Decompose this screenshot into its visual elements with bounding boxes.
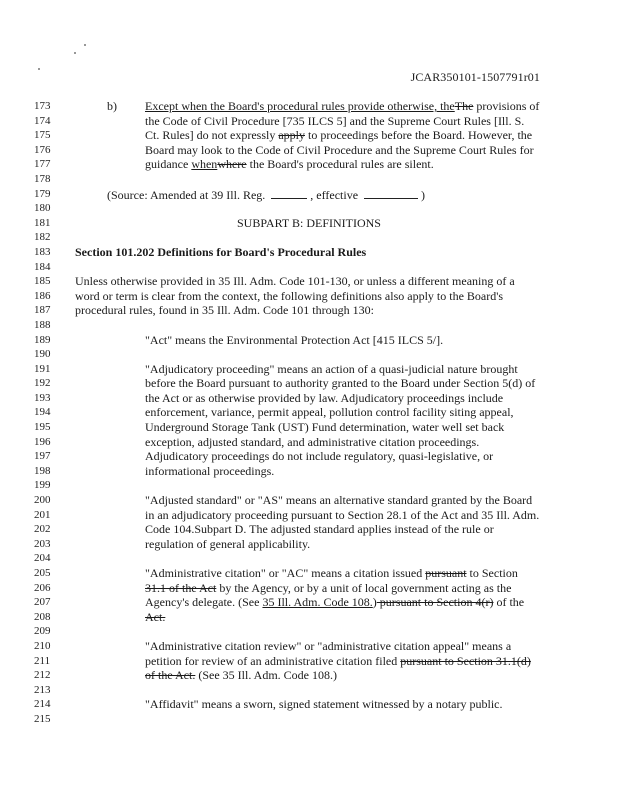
text: (See 35 Ill. Adm. Code 108.) xyxy=(195,668,337,683)
line-190 xyxy=(0,347,618,362)
line-189 xyxy=(0,333,618,348)
line-173 xyxy=(0,99,618,114)
line-text: informational proceedings. xyxy=(145,463,275,478)
line-number: 213 xyxy=(34,683,51,696)
line-number: 205 xyxy=(34,567,51,579)
line-number: 182 xyxy=(34,231,51,244)
definition-administrative-citation xyxy=(145,566,518,581)
definition-administrative-citation-review: "Administrative citation review" or "administrative citation appeal" means a xyxy=(145,638,512,653)
line-number: 207 xyxy=(34,596,51,609)
line-number: 203 xyxy=(34,537,51,550)
line-number: 184 xyxy=(34,260,51,273)
line-203 xyxy=(0,537,618,552)
definition-adjusted-standard: "Adjusted standard" or "AS" means an alternative standard granted by the Board xyxy=(145,493,533,508)
line-number: 174 xyxy=(34,114,51,127)
text: Ct. Rules] do not expressly xyxy=(145,128,279,143)
line-210 xyxy=(0,639,618,654)
line-194 xyxy=(0,405,618,420)
struck-text: of the Act. xyxy=(145,668,196,683)
text: guidance xyxy=(145,157,192,172)
text: petition for review of an administrative citation filed xyxy=(145,653,401,668)
line-number: 200 xyxy=(34,494,51,507)
line-number: 209 xyxy=(34,625,51,638)
line-181 xyxy=(0,216,618,231)
line-number: 211 xyxy=(34,654,51,667)
line-number: 185 xyxy=(34,275,51,288)
line-198 xyxy=(0,464,618,479)
line-191 xyxy=(0,362,618,377)
section-heading: Section 101.202 Definitions for Board's Procedural Rules xyxy=(75,244,367,259)
line-number: 201 xyxy=(34,508,51,521)
line-188 xyxy=(0,318,618,333)
line-number: 179 xyxy=(34,187,51,200)
line-text: in an adjudicatory proceeding pursuant to Section 28.1 of the Act and 35 Ill. Adm. xyxy=(145,507,540,522)
line-number: 206 xyxy=(34,581,51,594)
line-211 xyxy=(0,654,618,669)
line-number: 177 xyxy=(34,158,51,171)
line-number: 188 xyxy=(34,318,51,331)
text: "Administrative citation" or "AC" means a citation issued xyxy=(145,566,426,580)
line-209 xyxy=(0,624,618,639)
text: (Source: Amended at 39 Ill. Reg. xyxy=(107,187,269,202)
document-header-id: JCAR350101-1507791r01 xyxy=(410,70,540,84)
blank-field xyxy=(364,187,418,199)
line-196 xyxy=(0,435,618,450)
line-text: Underground Storage Tank (UST) Fund determination, water well set back xyxy=(145,420,505,435)
subpart-heading: SUBPART B: DEFINITIONS xyxy=(237,215,381,230)
line-number: 197 xyxy=(34,450,51,463)
line-number: 186 xyxy=(34,289,51,302)
line-number: 180 xyxy=(34,202,51,215)
line-number: 183 xyxy=(34,245,51,258)
line-number: 193 xyxy=(34,391,51,404)
text: provisions of xyxy=(473,99,540,113)
line-214 xyxy=(0,697,618,712)
line-text: the Code of Civil Procedure [735 ILCS 5] and the Supreme Court Rules [Ill. S. xyxy=(145,113,525,128)
text: of the xyxy=(493,595,525,610)
inserted-text: 35 Ill. Adm. Code 108. xyxy=(262,595,373,610)
item-marker: b) xyxy=(107,99,117,113)
text: Agency's delegate. (See xyxy=(145,595,263,610)
line-text: Unless otherwise provided in 35 Ill. Adm. Code 101-130, or unless a different meaning of a xyxy=(75,274,515,289)
line-number: 189 xyxy=(34,333,51,346)
line-text: Adjudicatory proceedings do not include regulatory, quasi-legislative, or xyxy=(145,449,494,464)
line-202 xyxy=(0,522,618,537)
definition-act: "Act" means the Environmental Protection Act [415 ILCS 5/]. xyxy=(145,332,444,347)
inserted-text: when xyxy=(191,157,218,172)
line-183 xyxy=(0,245,618,260)
struck-text: pursuant to Section 31.1(d) xyxy=(400,653,531,668)
struck-text: apply xyxy=(278,128,305,143)
source-note xyxy=(107,187,425,203)
line-197 xyxy=(0,449,618,464)
line-182 xyxy=(0,230,618,245)
struck-text: The xyxy=(454,99,474,113)
line-text: before the Board pursuant to authority granted to the Board under Section 5(d) of xyxy=(145,376,536,391)
text: ) xyxy=(372,595,377,610)
line-208 xyxy=(0,610,618,625)
line-207 xyxy=(0,595,618,610)
line-176 xyxy=(0,143,618,158)
line-number: 173 xyxy=(34,100,51,112)
line-179 xyxy=(0,187,618,202)
line-number: 214 xyxy=(34,698,51,711)
line-text: the Act or as otherwise provided by law. Adjudicatory proceedings include xyxy=(145,390,504,405)
line-text: procedural rules, found in 35 Ill. Adm. Code 101 through 130: xyxy=(75,303,374,318)
struck-text: pursuant xyxy=(425,566,467,580)
line-text xyxy=(145,595,524,610)
line-number: 190 xyxy=(34,348,51,361)
line-206 xyxy=(0,581,618,596)
line-number: 199 xyxy=(34,479,51,492)
line-text: Code 104.Subpart D. The adjusted standard applies instead of the rule or xyxy=(145,522,494,537)
line-number: 212 xyxy=(34,669,51,682)
line-175 xyxy=(0,128,618,143)
inserted-text: Except when the Board's procedural rules provide otherwise, the xyxy=(145,99,455,113)
line-text xyxy=(145,99,539,114)
line-195 xyxy=(0,420,618,435)
definition-affidavit: "Affidavit" means a sworn, signed statement witnessed by a notary public. xyxy=(145,697,503,712)
line-number: 204 xyxy=(34,552,51,565)
line-174 xyxy=(0,114,618,129)
line-212 xyxy=(0,668,618,683)
text: , effective xyxy=(310,187,362,202)
line-number: 175 xyxy=(34,129,51,142)
line-number: 181 xyxy=(34,216,51,229)
line-192 xyxy=(0,376,618,391)
line-text xyxy=(145,581,511,596)
line-text: word or term is clear from the context, the following definitions also apply to the Board's xyxy=(75,288,504,303)
line-199 xyxy=(0,478,618,493)
struck-text: pursuant to Section 4(r) xyxy=(376,595,494,610)
text: the Board's procedural rules are silent. xyxy=(246,157,434,172)
line-text: exception, adjusted standard, and administrative citation proceedings. xyxy=(145,434,480,449)
line-213 xyxy=(0,683,618,698)
line-215 xyxy=(0,712,618,727)
line-number: 176 xyxy=(34,143,51,156)
line-number: 194 xyxy=(34,406,51,419)
line-number: 198 xyxy=(34,464,51,477)
line-text xyxy=(145,654,531,669)
line-193 xyxy=(0,391,618,406)
line-201 xyxy=(0,508,618,523)
line-187 xyxy=(0,303,618,318)
line-204 xyxy=(0,551,618,566)
line-number: 208 xyxy=(34,610,51,623)
struck-text: where xyxy=(217,157,247,172)
line-text xyxy=(145,128,532,143)
definition-adjudicatory-proceeding: "Adjudicatory proceeding" means an action of a quasi-judicial nature brought xyxy=(145,361,518,376)
line-177 xyxy=(0,157,618,172)
line-number: 215 xyxy=(34,712,51,725)
struck-text: Act. xyxy=(145,609,166,624)
line-text: regulation of general applicability. xyxy=(145,536,311,551)
line-number: 178 xyxy=(34,172,51,185)
text: ) xyxy=(421,187,426,202)
text: to proceedings before the Board. However, the xyxy=(305,128,533,143)
line-185 xyxy=(0,274,618,289)
line-text: Board may look to the Code of Civil Procedure and the Supreme Court Rules for xyxy=(145,142,534,157)
line-number: 192 xyxy=(34,377,51,390)
line-text xyxy=(145,157,434,172)
line-178 xyxy=(0,172,618,187)
struck-text: 31.1 of the Act xyxy=(145,580,217,595)
line-number: 210 xyxy=(34,639,51,652)
text: to Section xyxy=(466,566,518,580)
line-text: enforcement, variance, permit appeal, pollution control facility siting appeal, xyxy=(145,405,514,420)
line-180 xyxy=(0,201,618,216)
line-number: 191 xyxy=(34,362,51,375)
line-number: 187 xyxy=(34,304,51,317)
line-number: 202 xyxy=(34,523,51,536)
line-186 xyxy=(0,289,618,304)
line-number: 195 xyxy=(34,421,51,434)
line-200 xyxy=(0,493,618,508)
line-205 xyxy=(0,566,618,581)
document-body xyxy=(0,99,618,727)
line-text xyxy=(145,668,337,683)
text: by the Agency, or by a unit of local government acting as the xyxy=(216,580,512,595)
blank-field xyxy=(271,187,307,199)
line-184 xyxy=(0,260,618,275)
line-number: 196 xyxy=(34,435,51,448)
